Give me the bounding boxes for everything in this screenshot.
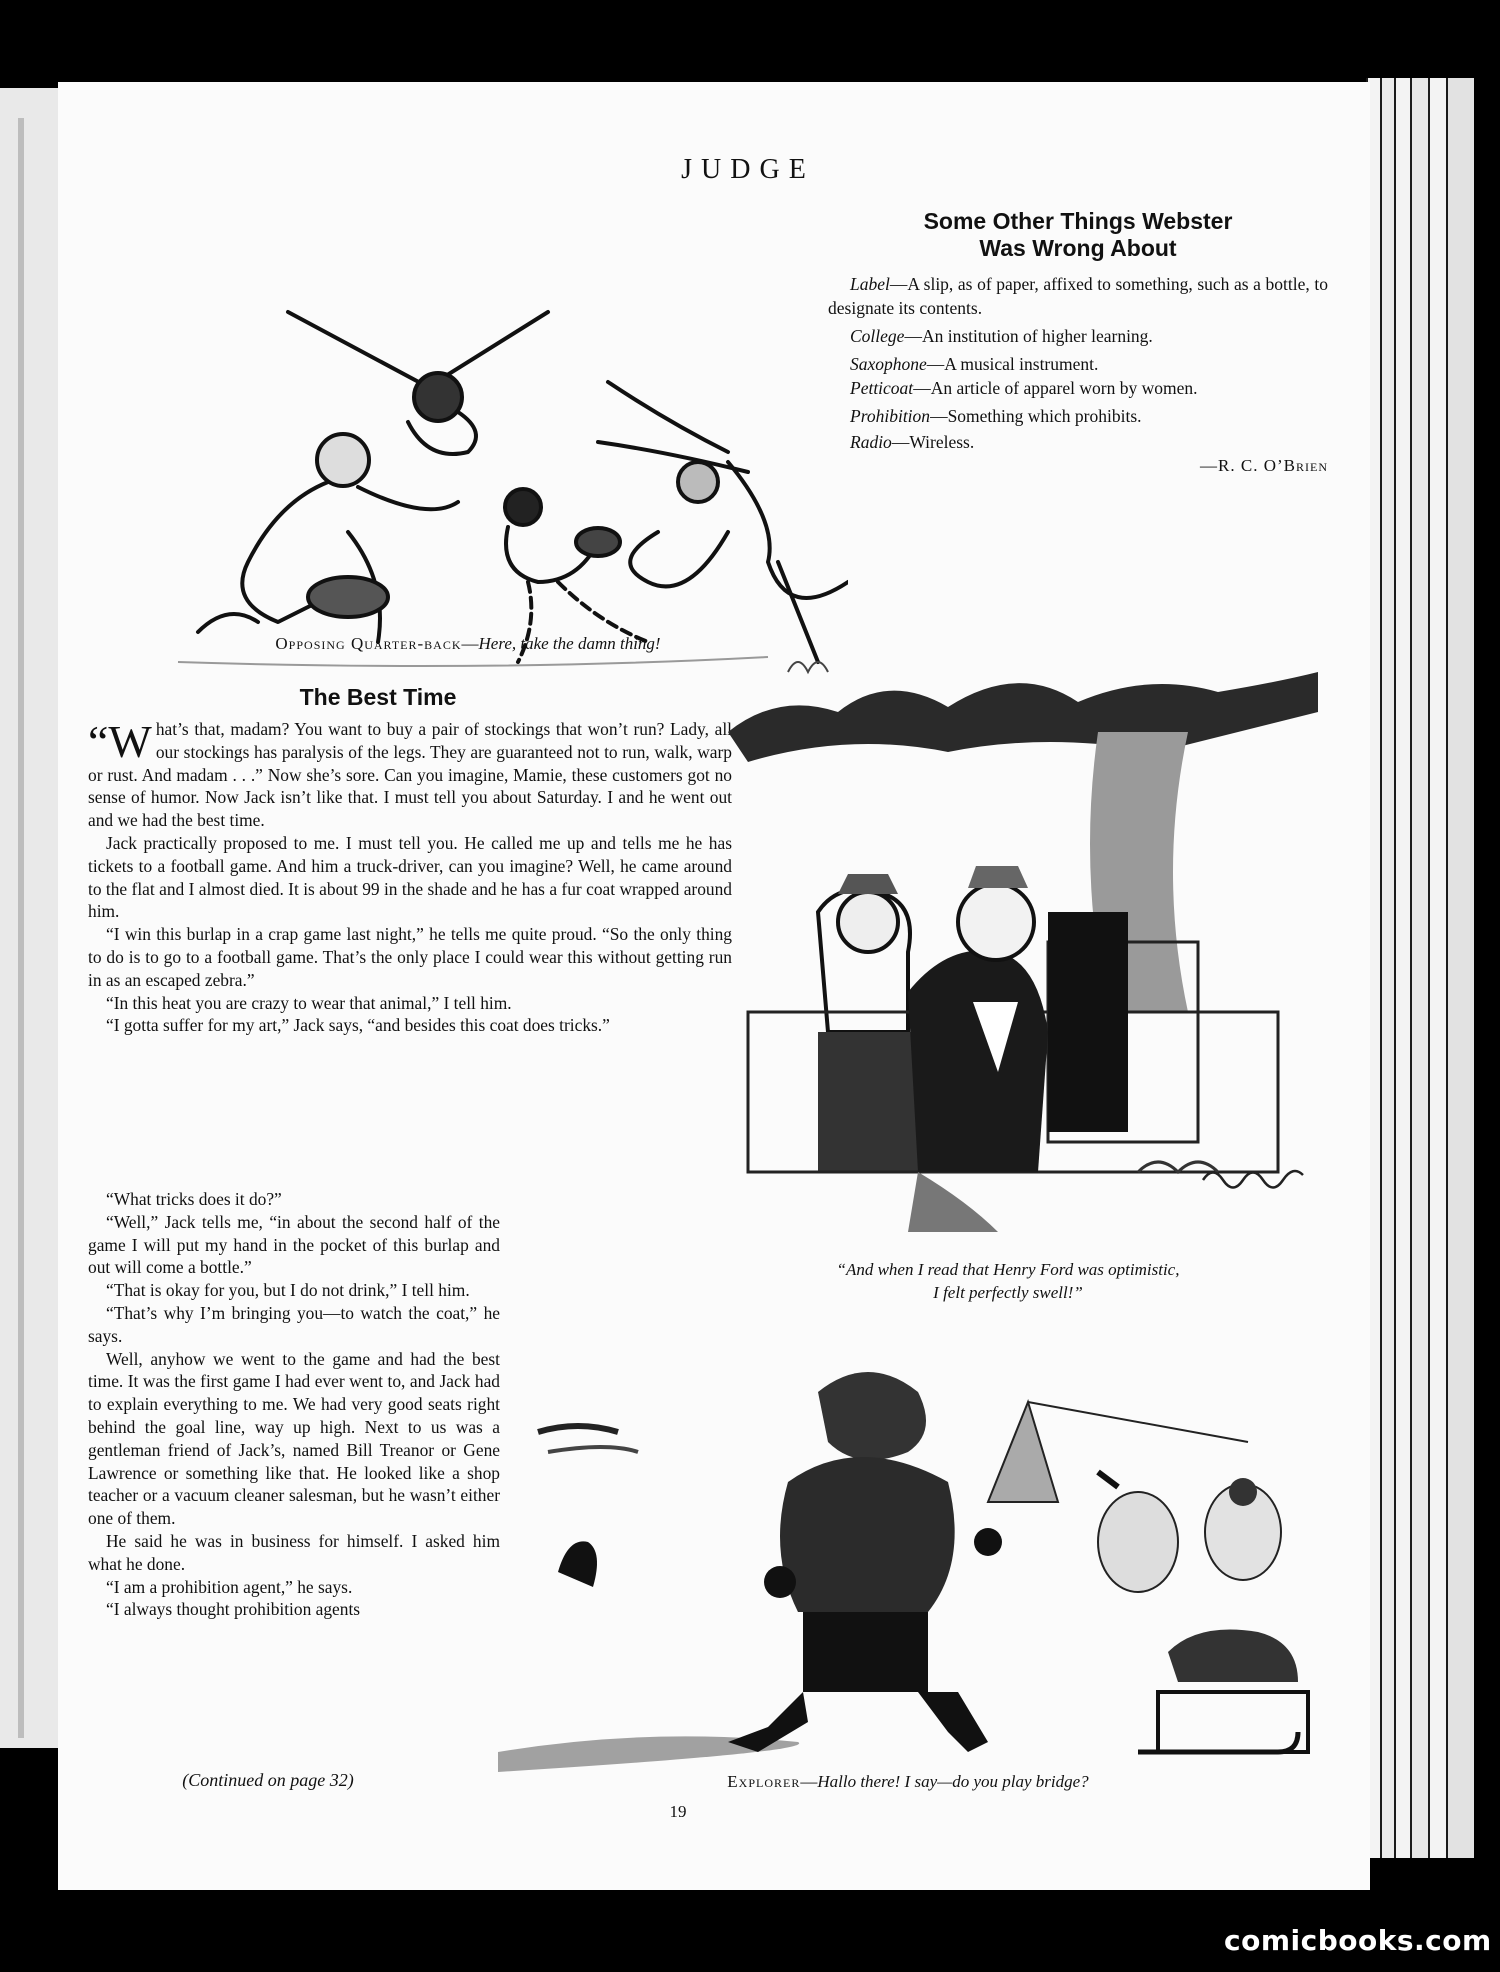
webster-def: Prohibition—Something which prohibits. xyxy=(850,406,1142,426)
football-cartoon xyxy=(128,202,848,682)
explorer-speaker: Explorer xyxy=(727,1772,801,1791)
watermark: comicbooks.com xyxy=(1224,1924,1492,1957)
explorer-cartoon xyxy=(498,1332,1318,1792)
story-paragraph: “I am a prohibition agent,” he says. xyxy=(106,1576,353,1597)
webster-def: Radio—Wireless. xyxy=(850,432,975,452)
page-stack xyxy=(1366,78,1474,1858)
story-paragraph: “That is okay for you, but I do not drink,” I tell him. xyxy=(106,1280,470,1301)
football-line: Here, take the damn thing! xyxy=(478,634,661,653)
webster-def: College—An institution of higher learning. xyxy=(850,326,1153,346)
story-paragraph: He said he was in business for himself. I asked him what he done. xyxy=(88,1530,500,1574)
webster-def: Label—A slip, as of paper, affixed to something, such as a bottle, to designate its contents. xyxy=(828,274,1328,318)
masthead: JUDGE xyxy=(681,154,815,185)
left-page-fold xyxy=(18,118,24,1738)
page-number: 19 xyxy=(669,1802,687,1821)
story-paragraph: “I always thought prohibition agents xyxy=(106,1599,361,1620)
story-paragraph: Well, anyhow we went to the game and had the best time. It was the first game I had ever went to, and Jack had to explain everything to me. We had very good seats right behind the goal line, way up high. Next to us was a gentleman friend of Jack’s, named Bill Treanor or Gene Lawrence or something like that. He looked like a shop teacher or a vacuum cleaner salesman, but he wasn’t either one of them. xyxy=(88,1348,500,1529)
explorer-line: Hallo there! I say—do you play bridge? xyxy=(817,1772,1089,1791)
webster-title xyxy=(828,208,1328,262)
webster-title-line2: Was Wrong About xyxy=(979,235,1177,261)
story-title: The Best Time xyxy=(299,684,457,710)
story-paragraph: “Well,” Jack tells me, “in about the second half of the game I will put my hand in the pocket of this burlap and out will come a bottle.” xyxy=(88,1211,500,1278)
explorer-caption: Explorer—Hallo there! I say—do you play bridge? xyxy=(727,1772,1089,1791)
webster-def: Saxophone—A musical instrument. xyxy=(850,354,1099,374)
left-page-edge xyxy=(0,88,61,1748)
story-paragraph: “What tricks does it do?” xyxy=(106,1189,282,1209)
story-paragraph: “In this heat you are crazy to wear that animal,” I tell him. xyxy=(106,992,512,1013)
webster-sidebar xyxy=(828,208,1328,476)
continued-note: (Continued on page 32) xyxy=(182,1770,354,1790)
webster-def: Petticoat—An article of apparel worn by women. xyxy=(850,378,1198,398)
henry-ford-signature xyxy=(1198,1160,1308,1190)
football-caption: Opposing Quarter-back—Here, take the damn thing! xyxy=(275,634,661,653)
story-paragraph: “What’s that, madam? You want to buy a pair of stockings that won’t run? Lady, all our stockings has paralysis of the legs. They are guaranteed not to run, walk, warp or rust. And madam . . .” Now she’s sore. Can you imagine, Mamie, these customers got no sense of humor. Now Jack isn’t like that. I must tell you about Saturday. I and he went out and we had the best time. xyxy=(88,716,732,831)
story-dropcap: “W xyxy=(88,716,152,767)
henry-ford-caption xyxy=(698,1258,1318,1304)
story-paragraph: “I win this burlap in a crap game last night,” he tells me quite proud. “So the only thing to do is to go to a football game. That’s the only place I could wear this without getting run in as an escaped zebra.” xyxy=(88,924,732,990)
henry-ford-caption-line1: “And when I read that Henry Ford was optimistic, xyxy=(836,1260,1180,1279)
magazine-page xyxy=(58,82,1370,1890)
story-paragraph: Jack practically proposed to me. I must tell you. He called me up and tells me he has tickets to a football game. And him a truck-driver, can you imagine? Well, he came around to the flat and I almost died. It is about 99 in the shade and he has a fur coat wrapped around him. xyxy=(88,832,732,922)
football-speaker: Opposing Quarter-back xyxy=(275,634,462,653)
henry-ford-caption-line2: I felt perfectly swell!” xyxy=(933,1283,1083,1302)
story-column-narrow xyxy=(88,1188,500,1621)
henry-ford-cartoon xyxy=(718,612,1318,1252)
story-paragraph: “That’s why I’m bringing you—to watch the coat,” he says. xyxy=(88,1302,500,1346)
webster-title-line1: Some Other Things Webster xyxy=(923,208,1233,234)
story-column-wide xyxy=(88,718,732,1037)
webster-byline: —R. C. O’Brien xyxy=(1200,456,1328,475)
story-paragraph: “I gotta suffer for my art,” Jack says, “and besides this coat does tricks.” xyxy=(106,1015,610,1036)
